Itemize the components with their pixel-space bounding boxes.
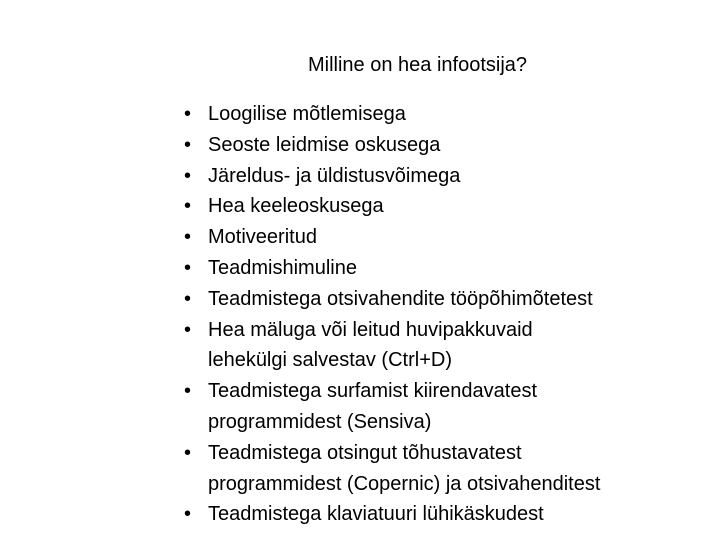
list-item-line: programmidest (Sensiva) [208,410,432,433]
list-item-text [208,161,700,192]
list-item [180,499,700,530]
list-item [180,130,700,161]
list-item-text [208,499,700,530]
list-item-line: Hea mäluga või leitud huvipakkuvaid [208,318,533,341]
bullet-marker: • [184,256,192,279]
bullet-list [180,99,700,530]
list-item-text [208,315,700,377]
bullet-marker: • [184,503,192,526]
list-item-line: Loogilise mõtlemisega [208,103,406,125]
list-item [180,191,700,222]
bullet-marker: • [184,103,192,125]
list-item-line: Motiveeritud [208,226,317,249]
list-item-text [208,438,700,500]
slide-title: Milline on hea infootsija? [308,54,528,76]
bullet-marker: • [184,195,192,218]
list-item [180,284,700,315]
list-item [180,99,700,130]
bullet-marker: • [184,318,192,341]
list-item-line: Teadmistega otsingut tõhustavatest [208,441,522,464]
bullet-marker: • [184,133,192,156]
bullet-marker: • [184,164,192,187]
bullet-marker: • [184,380,192,403]
list-item-text [208,253,700,284]
list-item [180,376,700,438]
list-item-line: Seoste leidmise oskusega [208,133,441,156]
list-item-text [208,99,700,130]
list-item-line: programmidest (Copernic) ja otsivahenditest [208,472,601,495]
list-item-text [208,130,700,161]
list-item-text [208,376,700,438]
bullet-marker: • [184,441,192,464]
list-item-text [208,191,700,222]
list-item-line: Teadmishimuline [208,256,357,279]
list-item-line: lehekülgi salvestav (Ctrl+D) [208,349,452,372]
list-item-line: Hea keeleoskusega [208,195,384,218]
list-item [180,438,700,500]
list-item-text [208,222,700,253]
list-item-line: Teadmistega surfamist kiirendavatest [208,380,538,403]
bullet-marker: • [184,226,192,249]
list-item [180,222,700,253]
list-item-text [208,284,700,315]
list-item-line: Teadmistega otsivahendite tööpõhimõtetest [208,287,593,310]
bullet-marker: • [184,287,192,310]
list-item-line: Teadmistega klaviatuuri lühikäskudest [208,503,544,526]
list-item [180,253,700,284]
list-item [180,161,700,192]
list-item-line: Järeldus- ja üldistusvõimega [208,164,461,187]
list-item [180,315,700,377]
